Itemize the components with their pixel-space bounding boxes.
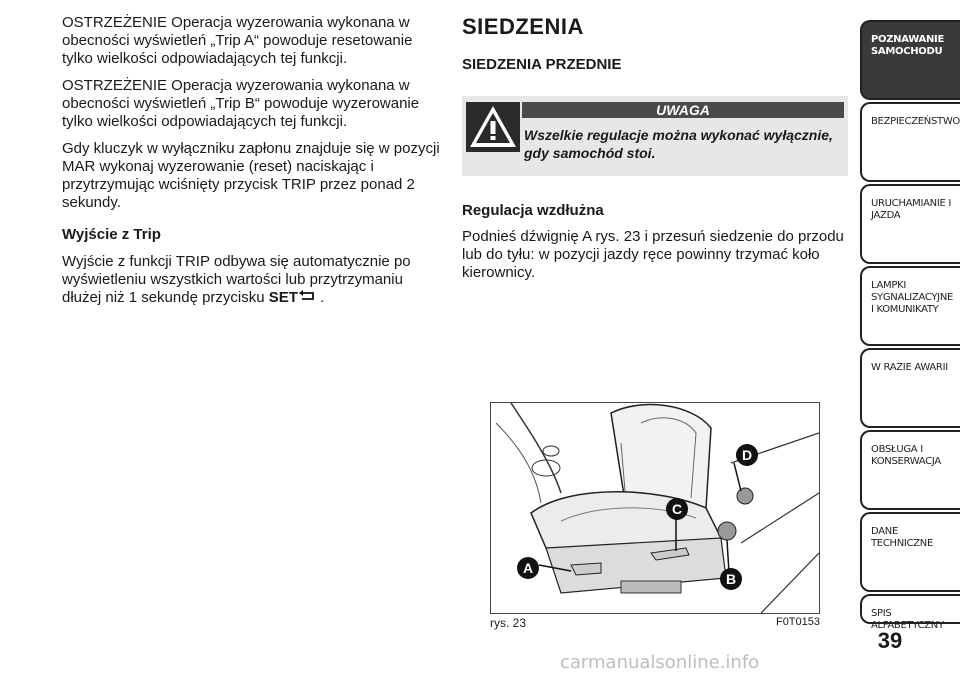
page-number: 39 xyxy=(877,628,903,653)
subsection-title: SIEDZENIA PRZEDNIE xyxy=(462,56,622,73)
seat-figure xyxy=(490,402,820,614)
exit-trip-text-body: Wyjście z funkcji TRIP odbywa się automatycznie po wyświetleniu wszystkich wartości lub przytrzymaniu dłużej niż 1 sekundę przycisku xyxy=(62,253,411,306)
exit-trip-text-end: . xyxy=(315,289,325,306)
left-column xyxy=(62,14,442,316)
exit-trip-text xyxy=(62,253,442,307)
regulation-title: Regulacja wzdłużna xyxy=(462,202,604,219)
warning-text: Wszelkie regulacje można wykonać wyłącznie, gdy samochód stoi. xyxy=(524,127,833,161)
tab-dane-techniczne[interactable]: DANE TECHNICZNE xyxy=(860,512,960,592)
tab-w-razie-awarii[interactable]: W RAZIE AWARII xyxy=(860,348,960,428)
warning-box xyxy=(462,96,848,176)
label-b: B xyxy=(725,571,737,587)
tab-obsluga-i-konserwacja[interactable]: OBSŁUGA I KONSERWACJA xyxy=(860,430,960,510)
watermark: carmanualsonline.info xyxy=(560,652,760,673)
tab-lampki-sygnalizacyjne[interactable]: LAMPKI SYGNALIZACYJNE I KOMUNIKATY xyxy=(860,266,960,346)
section-title: SIEDZENIA xyxy=(462,14,584,39)
regulation-text: Podnieś dźwignię A rys. 23 i przesuń siedzenie do przodu lub do tyłu: w pozycji jazdy ręce powinny trzymać koło kierownicy. xyxy=(462,228,844,281)
label-a: A xyxy=(522,560,534,576)
warning-triangle-icon xyxy=(466,102,520,152)
warning-trip-b: OSTRZEŻENIE Operacja wyzerowania wykonana w obecności wyświetleń „Trip B“ powoduje wyzerowanie tylko wielkości odpowiadających tej funkcji. xyxy=(62,77,420,130)
reset-instructions: Gdy kluczyk w wyłączniku zapłonu znajduje się w pozycji MAR wykonaj wyzerowanie (reset) naciskając i przytrzymując wciśnięty przycisk TRIP przez ponad 2 sekundy. xyxy=(62,140,440,211)
set-button-label: SET xyxy=(268,289,298,306)
figure-number: rys. 23 xyxy=(490,616,527,630)
tab-uruchamianie-i-jazda[interactable]: URUCHAMIANIE I JAZDA xyxy=(860,184,960,264)
exit-trip-heading: Wyjście z Trip xyxy=(62,226,161,243)
label-d: D xyxy=(741,447,753,463)
seat-illustration xyxy=(491,403,819,613)
right-column xyxy=(462,14,852,282)
warning-trip-a: OSTRZEŻENIE Operacja wyzerowania wykonana w obecności wyświetleń „Trip A“ powoduje resetowanie tylko wielkości odpowiadających tej funkcji. xyxy=(62,14,413,67)
warning-label: UWAGA xyxy=(522,102,844,118)
label-c: C xyxy=(671,501,683,517)
tab-spis-alfabetyczny[interactable]: SPIS ALFABETYCZNY xyxy=(860,594,960,624)
tab-bezpieczenstwo[interactable]: BEZPIECZEŃSTWO xyxy=(860,102,960,182)
figure-code: F0T0153 xyxy=(775,616,820,628)
return-arrow-icon xyxy=(298,289,316,307)
tab-poznawanie-samochodu[interactable]: POZNAWANIE SAMOCHODU xyxy=(860,20,960,100)
